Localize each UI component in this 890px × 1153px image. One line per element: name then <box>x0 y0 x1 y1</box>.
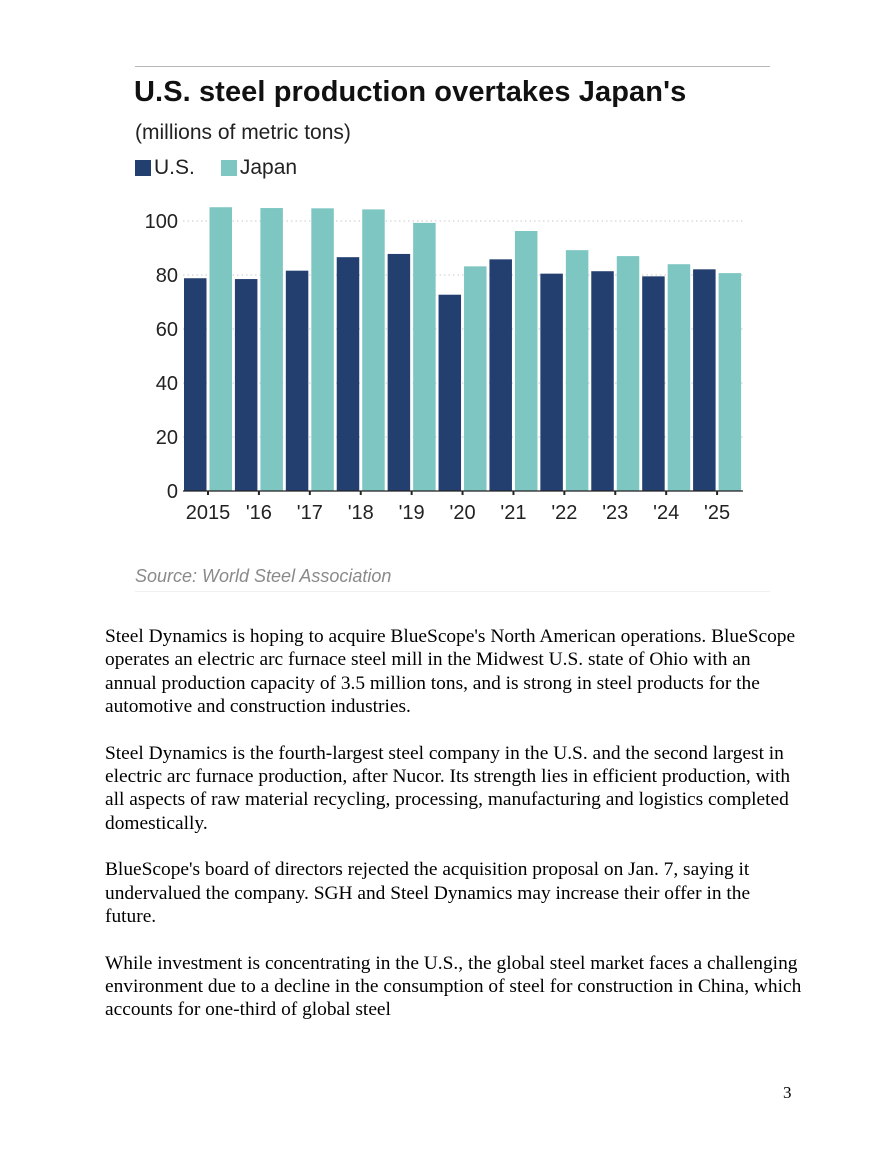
y-tick-label: 0 <box>166 481 178 503</box>
bar-japan <box>311 208 334 491</box>
bar-japan <box>566 250 589 491</box>
bar-japan <box>413 223 436 491</box>
bar-chart <box>0 0 890 560</box>
y-tick-label: 20 <box>155 427 178 449</box>
chart-subtitle: (millions of metric tons) <box>135 121 351 144</box>
y-tick-label: 100 <box>144 211 178 233</box>
bar-us <box>439 295 462 491</box>
x-tick-label: '17 <box>296 502 323 524</box>
bar-us <box>337 257 360 491</box>
x-tick-label: '18 <box>347 502 374 524</box>
bar-japan <box>362 209 385 491</box>
bar-us <box>489 259 512 491</box>
bar-japan <box>515 231 538 491</box>
x-tick-label: '22 <box>551 502 578 524</box>
bar-us <box>184 278 207 491</box>
bar-japan <box>719 273 742 491</box>
bar-us <box>591 271 614 491</box>
page-number: 3 <box>783 1083 792 1102</box>
x-tick-label: '16 <box>245 502 272 524</box>
x-tick-label: '20 <box>449 502 476 524</box>
x-tick-label: '19 <box>398 502 425 524</box>
bar-japan <box>464 266 487 491</box>
x-tick-label: '21 <box>500 502 527 524</box>
bar-us <box>388 254 411 491</box>
y-tick-label: 80 <box>155 265 178 287</box>
x-tick-label: 2015 <box>185 502 231 524</box>
legend-label-us: U.S. <box>154 156 195 179</box>
article-paragraph: BlueScope's board of directors rejected the acquisition proposal on Jan. 7, saying it undervalued the company. SGH and Steel Dynamics may increase their offer in the future. <box>105 859 751 927</box>
article-body <box>105 625 805 1045</box>
x-tick-label: '25 <box>704 502 731 524</box>
y-tick-label: 60 <box>155 319 178 341</box>
legend-label-japan: Japan <box>239 156 298 179</box>
bar-us <box>693 269 716 491</box>
chart-title: U.S. steel production overtakes Japan's <box>134 76 687 108</box>
bar-japan <box>210 207 233 491</box>
source-rule <box>135 591 770 592</box>
bar-us <box>540 274 563 491</box>
bar-japan <box>260 208 283 491</box>
y-tick-label: 40 <box>155 373 178 395</box>
article-paragraph: While investment is concentrating in the U.S., the global steel market faces a challenging environment due to a decline in the consumption of steel for construction in China, which accounts for one-third of global steel <box>105 952 802 1021</box>
bar-us <box>286 271 309 491</box>
bar-japan <box>617 256 640 491</box>
x-tick-label: '23 <box>602 502 629 524</box>
bar-us <box>642 276 665 491</box>
bar-us <box>235 279 258 491</box>
bar-japan <box>668 264 691 491</box>
x-tick-label: '24 <box>653 502 680 524</box>
article-paragraph: Steel Dynamics is hoping to acquire BlueScope's North American operations. BlueScope operates an electric arc furnace steel mill in the Midwest U.S. state of Ohio with an annual production capacity of 3.5 million tons, and is strong in steel products for the automotive and construction industries. <box>105 626 796 717</box>
article-paragraph: Steel Dynamics is the fourth-largest steel company in the U.S. and the second largest in electric arc furnace production, after Nucor. Its strength lies in efficient production, with all aspects of raw material recycling, processing, manufacturing and logistics completed domestically. <box>105 742 791 834</box>
chart-source: Source: World Steel Association <box>135 566 392 586</box>
